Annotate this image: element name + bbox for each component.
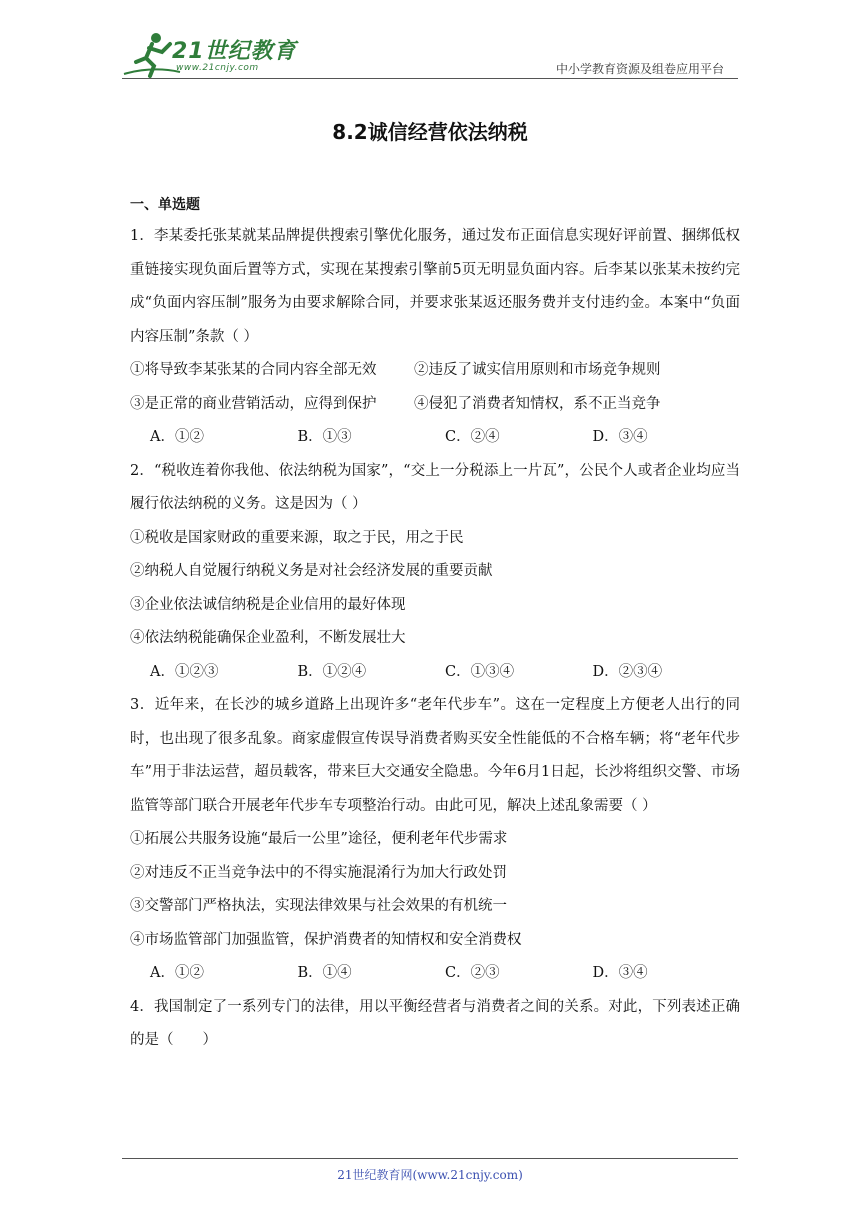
option: ④市场监管部门加强监管，保护消费者的知情权和安全消费权: [130, 931, 522, 948]
option: ②纳税人自觉履行纳税义务是对社会经济发展的重要贡献: [130, 563, 493, 579]
option: ②对违反不正当竞争法中的不得实施混淆行为加大行政处罚: [130, 864, 507, 881]
choice-a[interactable]: A．①②: [150, 965, 204, 981]
choice-c[interactable]: C．①③④: [445, 663, 515, 680]
choice-a[interactable]: A．①②③: [150, 663, 219, 680]
answer-choices: [130, 957, 740, 991]
question-stem: 4．我国制定了一系列专门的法律，用以平衡经营者与消费者之间的关系。对此，下列表述正确的是（ ）: [130, 998, 740, 1048]
logo: [122, 30, 297, 80]
choice-c[interactable]: C．②④: [445, 429, 500, 445]
choice-d[interactable]: D．②③④: [592, 663, 663, 680]
option: ③是正常的商业营销活动，应得到保护: [130, 395, 377, 412]
footer-link[interactable]: 21世纪教育网(www.21cnjy.com): [337, 1168, 523, 1182]
choice-d[interactable]: D．③④: [592, 429, 648, 445]
logo-url: www.21cnjy.com: [176, 63, 259, 73]
question-stem: 3．近年来，在长沙的城乡道路上出现许多“老年代步车”。这在一定程度上方便老人出行的同时，也出现了很多乱象。商家虚假宣传误导消费者购买安全性能低的不合格车辆；将“老年代步车”用于非法运营，超员载客，带来巨大交通安全隐患。今年6月1日起，长沙将组织交警、市场监管等部门联合开展老年代步车专项整治行动。由此可见，解决上述乱象需要（ ）: [130, 697, 740, 814]
choice-b[interactable]: B．①②④: [297, 663, 367, 680]
section-title: 一、单选题: [130, 197, 200, 213]
option-row: [130, 354, 740, 388]
choice-d[interactable]: D．③④: [592, 965, 648, 981]
footer-divider: [122, 1158, 738, 1159]
question-stem: 2．“税收连着你我他、依法纳税为国家”，“交上一分税添上一片瓦”，公民个人或者企业均应当履行依法纳税的义务。这是因为（ ）: [130, 462, 740, 512]
header-divider: [122, 78, 738, 79]
logo-text: 21世纪教育: [172, 39, 297, 64]
choice-c[interactable]: C．②③: [445, 965, 500, 981]
question-stem: 1．李某委托张某就某品牌提供搜索引擎优化服务，通过发布正面信息实现好评前置、捆绑低权重链接实现负面后置等方式，实现在某搜索引擎前5页无明显负面内容。后李某以张某未按约完成“负面内容压制”服务为由要求解除合同，并要求张某返还服务费并支付违约金。本案中“负面内容压制”条款（ ）: [130, 228, 740, 345]
answer-choices: [130, 656, 740, 690]
platform-label: 中小学教育资源及组卷应用平台: [555, 62, 724, 76]
choice-b[interactable]: B．①③: [297, 429, 352, 445]
option: ④依法纳税能确保企业盈利，不断发展壮大: [130, 630, 406, 646]
option: ③企业依法诚信纳税是企业信用的最好体现: [130, 596, 406, 613]
choice-b[interactable]: B．①④: [297, 965, 352, 981]
option: ①将导致李某张某的合同内容全部无效: [130, 362, 377, 378]
page-header: [0, 0, 860, 90]
option: ④侵犯了消费者知情权，系不正当竞争: [414, 395, 661, 412]
option-row: [130, 388, 740, 422]
option: ②违反了诚实信用原则和市场竞争规则: [414, 362, 661, 378]
page-title: 8.2诚信经营依法纳税: [332, 120, 528, 144]
option: ①税收是国家财政的重要来源，取之于民，用之于民: [130, 529, 464, 546]
question-list: [130, 190, 740, 1058]
option: ③交警部门严格执法，实现法律效果与社会效果的有机统一: [130, 898, 507, 914]
choice-a[interactable]: A．①②: [150, 429, 204, 445]
option: ①拓展公共服务设施“最后一公里”途径，便利老年代步需求: [130, 831, 508, 847]
answer-choices: [130, 421, 740, 455]
